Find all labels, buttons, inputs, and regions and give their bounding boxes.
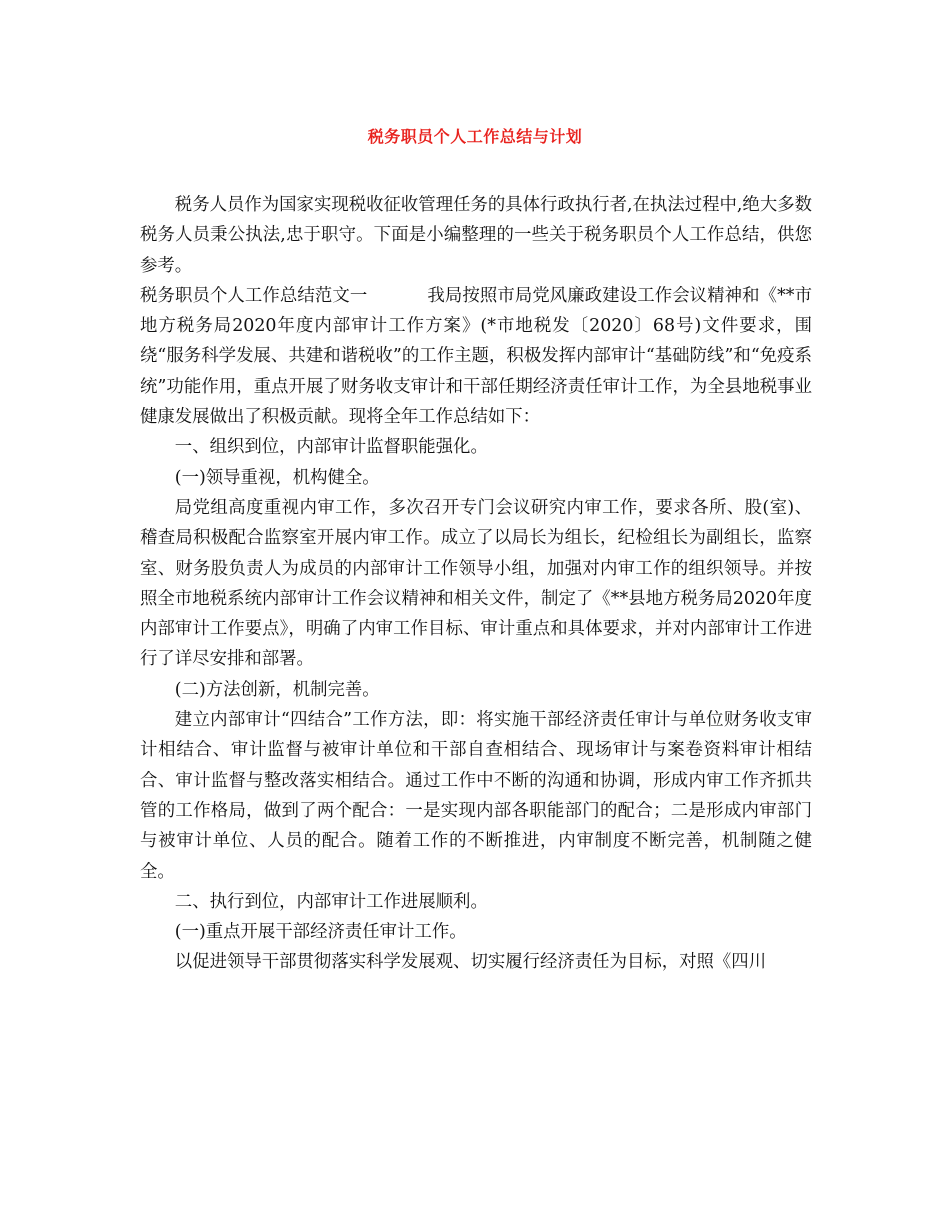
document-title: 税务职员个人工作总结与计划 — [367, 127, 583, 146]
subsection-heading-method: (二)方法创新，机制完善。 — [174, 679, 380, 700]
paragraph-intro: 税务人员作为国家实现税收征收管理任务的具体行政执行者,在执法过程中,绝大多数税务人员秉公执法,忠于职守。下面是小编整理的一些关于税务职员个人工作总结，供您参考。 — [140, 195, 812, 276]
subsection-heading-audit: (一)重点开展干部经济责任审计工作。 — [174, 922, 467, 943]
subsection-heading-leadership: (一)领导重视，机构健全。 — [174, 467, 380, 488]
paragraph-audit: 以促进领导干部贯彻落实科学发展观、切实履行经济责任为目标，对照《四川 — [174, 952, 767, 973]
section-heading-organization: 一、组织到位，内部审计监督职能强化。 — [174, 437, 488, 458]
document-body — [140, 190, 812, 978]
section-heading-execution: 二、执行到位，内部审计工作进展顺利。 — [174, 891, 488, 912]
paragraph-method: 建立内部审计“四结合”工作方法，即：将实施干部经济责任审计与单位财务收支审计相结合、审计监督与被审计单位和干部自查相结合、现场审计与案卷资料审计相结合、审计监督与整改落实相结合。通过工作中不断的沟通和协调，形成内审工作齐抓共管的工作格局，做到了两个配合：一是实现内部各职能部门的配合；二是形成内审部门与被审计单位、人员的配合。随着工作的不断推进，内审制度不断完善，机制随之健全。 — [140, 710, 812, 882]
paragraph-sample-one — [140, 281, 812, 432]
section-heading-sample-one: 税务职员个人工作总结范文一 — [140, 285, 368, 306]
paragraph-sample-one-text: 我局按照市局党风廉政建设工作会议精神和《**市地方税务局2020年度内部审计工作方案》(*市地税发〔2020〕68号)文件要求，围绕“服务科学发展、共建和谐税收”的工作主题，积极发挥内部审计“基础防线”和“免疫系统”功能作用，重点开展了财务收支审计和干部任期经济责任审计工作，为全县地税事业健康发展做出了积极贡献。现将全年工作总结如下： — [140, 285, 812, 428]
paragraph-leadership: 局党组高度重视内审工作，多次召开专门会议研究内审工作，要求各所、股(室)、稽查局积极配合监察室开展内审工作。成立了以局长为组长，纪检组长为副组长，监察室、财务股负责人为成员的内部审计工作领导小组，加强对内审工作的组织领导。并按照全市地税系统内部审计工作会议精神和相关文件，制定了《**县地方税务局2020年度内部审计工作要点》，明确了内审工作目标、审计重点和具体要求，并对内部审计工作进行了详尽安排和部署。 — [140, 497, 812, 670]
